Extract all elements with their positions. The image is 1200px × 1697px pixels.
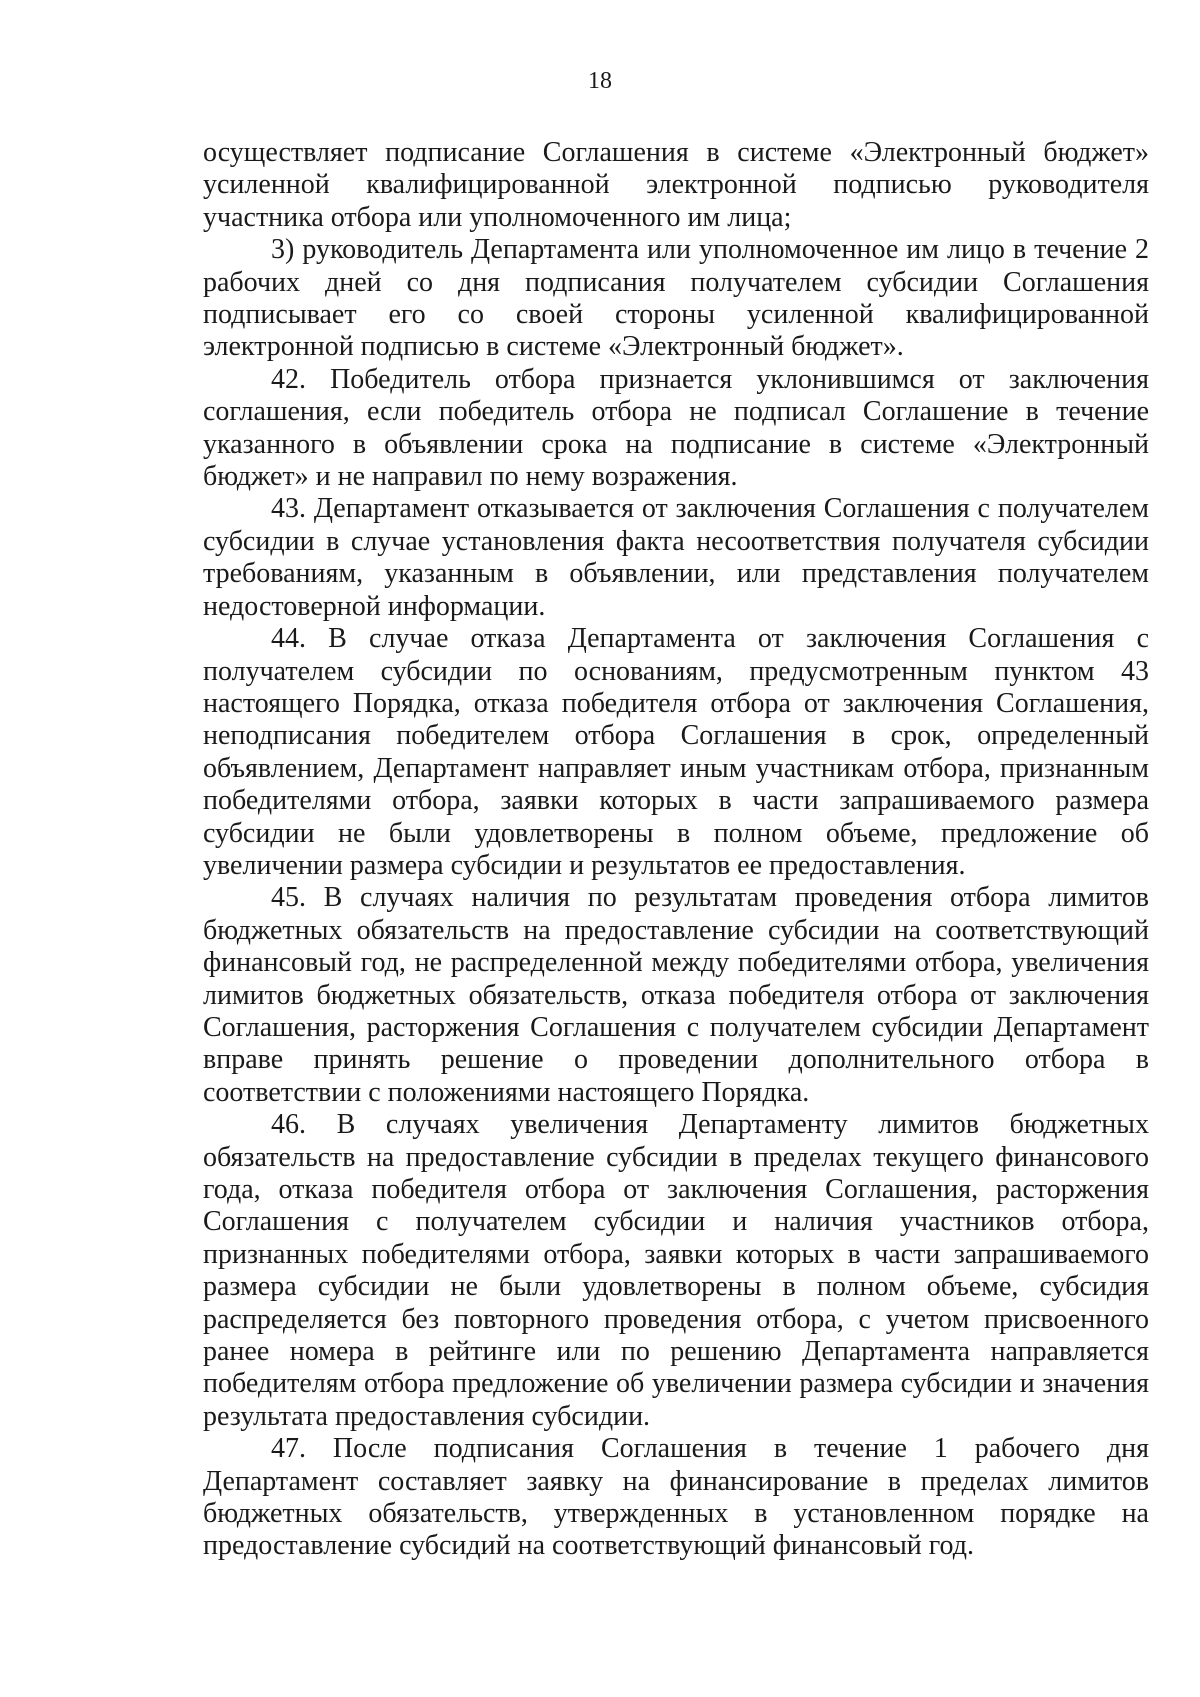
page-number: 18 bbox=[588, 68, 612, 94]
paragraph-continuation: осуществляет подписание Соглашения в системе «Электронный бюджет» усиленной квалифицированной электронной подписью руководителя участника отбора или уполномоченного им лица; bbox=[203, 137, 1149, 233]
paragraph-item-44: 44. В случае отказа Департамента от заключения Соглашения с получателем субсидии по основаниям, предусмотренным пунктом 43 настоящего Порядка, отказа победителя отбора от заключения Соглашения, неподписания победителем отбора Соглашения в срок, определенный объявлением, Департамент направляет иным участникам отбора, признанным победителями отбора, заявки которых в части запрашиваемого размера субсидии не были удовлетворены в полном объеме, предложение об увеличении размера субсидии и результатов ее предоставления. bbox=[203, 623, 1149, 881]
document-body bbox=[203, 137, 1149, 1563]
paragraph-item-45: 45. В случаях наличия по результатам проведения отбора лимитов бюджетных обязательств на предоставление субсидии на соответствующий финансовый год, не распределенной между победителями отбора, увеличения лимитов бюджетных обязательств, отказа победителя отбора от заключения Соглашения, расторжения Соглашения с получателем субсидии Департамент вправе принять решение о проведении дополнительного отбора в соответствии с положениями настоящего Порядка. bbox=[203, 882, 1149, 1108]
paragraph-item-46: 46. В случаях увеличения Департаменту лимитов бюджетных обязательств на предоставление субсидии в пределах текущего финансового года, отказа победителя отбора от заключения Соглашения, расторжения Соглашения с получателем субсидии и наличия участников отбора, признанных победителями отбора, заявки которых в части запрашиваемого размера субсидии не были удовлетворены в полном объеме, субсидия распределяется без повторного проведения отбора, с учетом присвоенного ранее номера в рейтинге или по решению Департамента направляется победителям отбора предложение об увеличении размера субсидии и значения результата предоставления субсидии. bbox=[203, 1109, 1149, 1432]
paragraph-item-43: 43. Департамент отказывается от заключения Соглашения с получателем субсидии в случае установления факта несоответствия получателя субсидии требованиям, указанным в объявлении, или представления получателем недостоверной информации. bbox=[203, 493, 1149, 622]
paragraph-item-42: 42. Победитель отбора признается уклонившимся от заключения соглашения, если победитель отбора не подписал Соглашение в течение указанного в объявлении срока на подписание в системе «Электронный бюджет» и не направил по нему возражения. bbox=[203, 363, 1149, 493]
paragraph-item-47: 47. После подписания Соглашения в течение 1 рабочего дня Департамент составляет заявку на финансирование в пределах лимитов бюджетных обязательств, утвержденных в установленном порядке на предоставление субсидий на соответствующий финансовый год. bbox=[203, 1433, 1149, 1562]
paragraph-item-3: 3) руководитель Департамента или уполномоченное им лицо в течение 2 рабочих дней со дня подписания получателем субсидии Соглашения подписывает его со своей стороны усиленной квалифицированной электронной подписью в системе «Электронный бюджет». bbox=[203, 234, 1149, 363]
